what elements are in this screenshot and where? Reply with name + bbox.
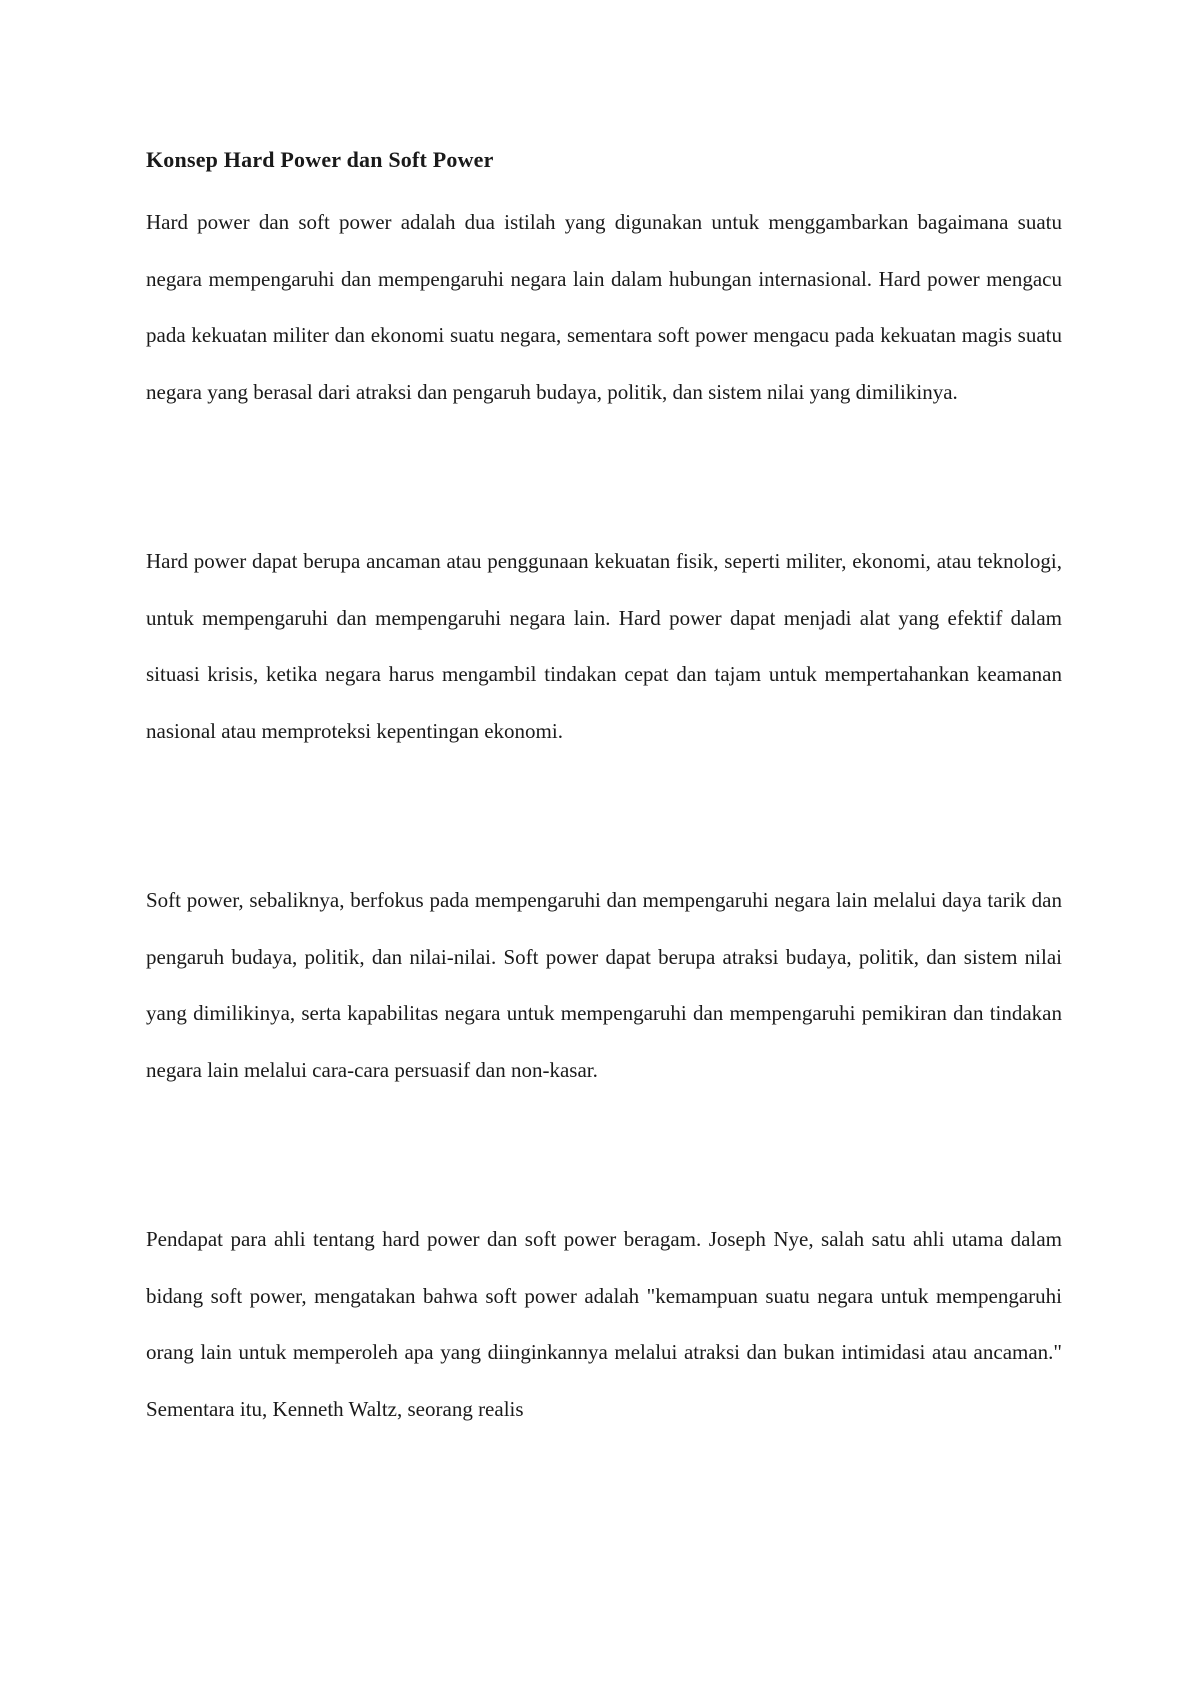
paragraph-3: Soft power, sebaliknya, berfokus pada mempengaruhi dan mempengaruhi negara lain melalui daya tarik dan pengaruh budaya, politik, dan nilai-nilai. Soft power dapat berupa atraksi budaya, politik, dan sistem nilai yang dimilikinya, serta kapabilitas negara untuk mempengaruhi dan mempengaruhi pemikiran dan tindakan negara lain melalui cara-cara persuasif dan non-kasar. <box>146 888 1062 1082</box>
paragraph-1: Hard power dan soft power adalah dua istilah yang digunakan untuk menggambarkan bagaimana suatu negara mempengaruhi dan mempengaruhi negara lain dalam hubungan internasional. Hard power mengacu pada kekuatan militer dan ekonomi suatu negara, sementara soft power mengacu pada kekuatan magis suatu negara yang berasal dari atraksi dan pengaruh budaya, politik, dan sistem nilai yang dimilikinya. <box>146 210 1062 404</box>
document-title: Konsep Hard Power dan Soft Power <box>146 147 494 172</box>
paragraph-4: Pendapat para ahli tentang hard power dan soft power beragam. Joseph Nye, salah satu ahli utama dalam bidang soft power, mengatakan bahwa soft power adalah "kemampuan suatu negara untuk mempengaruhi orang lain untuk memperoleh apa yang diinginkannya melalui atraksi dan bukan intimidasi atau ancaman." Sementara itu, Kenneth Waltz, seorang realis <box>146 1227 1062 1421</box>
paragraph-2: Hard power dapat berupa ancaman atau penggunaan kekuatan fisik, seperti militer, ekonomi, atau teknologi, untuk mempengaruhi dan mempengaruhi negara lain. Hard power dapat menjadi alat yang efektif dalam situasi krisis, ketika negara harus mengambil tindakan cepat dan tajam untuk mempertahankan keamanan nasional atau memproteksi kepentingan ekonomi. <box>146 549 1062 743</box>
document-page <box>146 142 1062 1437</box>
